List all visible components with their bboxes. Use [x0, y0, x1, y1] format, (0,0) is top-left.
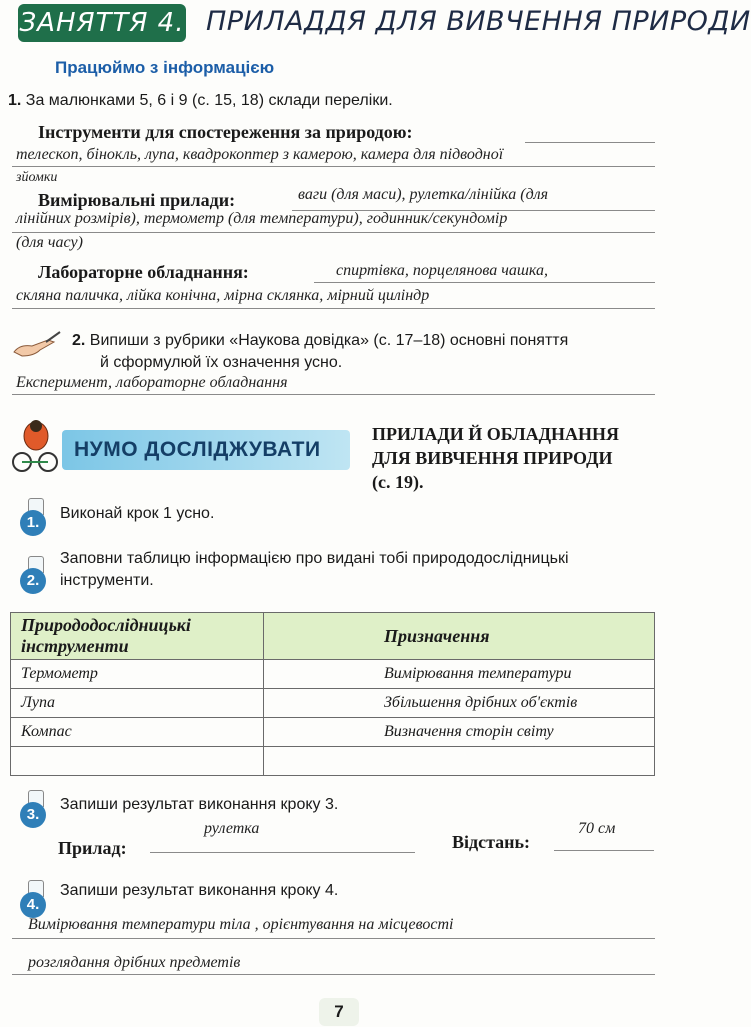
- answer-line: [554, 850, 654, 851]
- table-cell[interactable]: Збільшення дрібних об'єктів: [264, 689, 655, 718]
- observation-answer-line1[interactable]: телескоп, бінокль, лупа, квадрокоптер з камерою, камера для підводної: [16, 146, 504, 163]
- step1-text: Виконай крок 1 усно.: [60, 505, 215, 522]
- task1-prompt: [8, 92, 393, 110]
- lesson-badge: ЗАНЯТТЯ 4.: [18, 4, 186, 42]
- task2-prompt-line1: [72, 332, 568, 350]
- step1-number: 1.: [20, 510, 46, 536]
- step2-text-line2: інструменти.: [60, 572, 154, 589]
- writing-hand-icon: [10, 330, 62, 360]
- table-row: [11, 718, 655, 747]
- measuring-answer-line3[interactable]: (для часу): [16, 234, 83, 251]
- task1-number: 1.: [8, 92, 22, 109]
- answer-line: [12, 308, 655, 309]
- table-row: [11, 747, 655, 776]
- explore-banner: НУМО ДОСЛІДЖУВАТИ: [62, 430, 350, 470]
- lab-answer-line2[interactable]: скляна паличка, лійка конічна, мірна склянка, мірний циліндр: [16, 287, 430, 304]
- page-number: 7: [319, 998, 359, 1026]
- device-label: Прилад:: [58, 838, 127, 858]
- step2-number: 2.: [20, 568, 46, 594]
- observation-answer-line2[interactable]: зйомки: [16, 170, 58, 185]
- answer-line: [12, 938, 655, 939]
- task1-prompt-text: За малюнками 5, 6 і 9 (с. 15, 18) склади переліки.: [25, 92, 393, 109]
- answer-line: [12, 974, 655, 975]
- step4-text: Запиши результат виконання кроку 4.: [60, 882, 339, 899]
- step4-number: 4.: [20, 892, 46, 918]
- step3-text: Запиши результат виконання кроку 3.: [60, 796, 339, 813]
- table-header-instruments: Природодослідницькі інструменти: [11, 613, 264, 660]
- explore-title-line3: (с. 19).: [372, 472, 424, 492]
- explore-title-line2: ДЛЯ ВИВЧЕННЯ ПРИРОДИ: [372, 448, 613, 468]
- explore-title-line1: ПРИЛАДИ Й ОБЛАДНАННЯ: [372, 424, 620, 444]
- table-cell[interactable]: [11, 747, 264, 776]
- explore-title: [372, 422, 619, 494]
- measuring-answer-line2[interactable]: лінійних розмірів), термометр (для температури), годинник/секундомір: [16, 210, 508, 227]
- step4-answer-line1[interactable]: Вимірювання температури тіла , орієнтування на місцевості: [28, 916, 454, 933]
- measuring-label: Вимірювальні прилади:: [38, 190, 236, 210]
- table-cell[interactable]: Компас: [11, 718, 264, 747]
- section-title: Працюймо з інформацією: [55, 58, 275, 77]
- table-cell[interactable]: Лупа: [11, 689, 264, 718]
- answer-line: [525, 142, 655, 143]
- table-cell[interactable]: Термометр: [11, 660, 264, 689]
- task2-text-line2: й сформулюй їх означення усно.: [100, 354, 343, 371]
- lesson-title: ПРИЛАДДЯ ДЛЯ ВИВЧЕННЯ ПРИРОДИ: [206, 6, 751, 37]
- table-header-row: [11, 613, 655, 660]
- answer-line: [12, 232, 655, 233]
- distance-label: Відстань:: [452, 832, 531, 852]
- lab-label: Лабораторне обладнання:: [38, 262, 249, 282]
- step2-text-line1: Заповни таблицю інформацією про видані тобі природодослідницькі: [60, 550, 569, 567]
- table-row: [11, 660, 655, 689]
- tools-table: [10, 612, 655, 776]
- bug-cyclist-icon: [10, 418, 60, 474]
- lab-answer-line1[interactable]: спиртівка, порцелянова чашка,: [336, 262, 549, 279]
- table-header-purpose: Призначення: [264, 613, 655, 660]
- distance-value[interactable]: 70 см: [578, 820, 616, 837]
- answer-line: [12, 166, 655, 167]
- measuring-answer-line1[interactable]: ваги (для маси), рулетка/лінійка (для: [298, 186, 549, 203]
- table-row: [11, 689, 655, 718]
- device-value[interactable]: рулетка: [204, 820, 260, 837]
- step3-number: 3.: [20, 802, 46, 828]
- task2-answer[interactable]: Експеримент, лабораторне обладнання: [16, 374, 288, 391]
- answer-line: [150, 852, 415, 853]
- task2-text-line1: Випиши з рубрики «Наукова довідка» (с. 17–18) основні поняття: [89, 332, 569, 349]
- table-cell[interactable]: Визначення сторін світу: [264, 718, 655, 747]
- observation-label: Інструменти для спостереження за природою:: [38, 122, 413, 142]
- step4-answer-line2[interactable]: розглядання дрібних предметів: [28, 954, 241, 971]
- task2-number: 2.: [72, 332, 86, 349]
- table-cell[interactable]: Вимірювання температури: [264, 660, 655, 689]
- answer-line: [12, 394, 655, 395]
- answer-line: [314, 282, 655, 283]
- table-cell[interactable]: [264, 747, 655, 776]
